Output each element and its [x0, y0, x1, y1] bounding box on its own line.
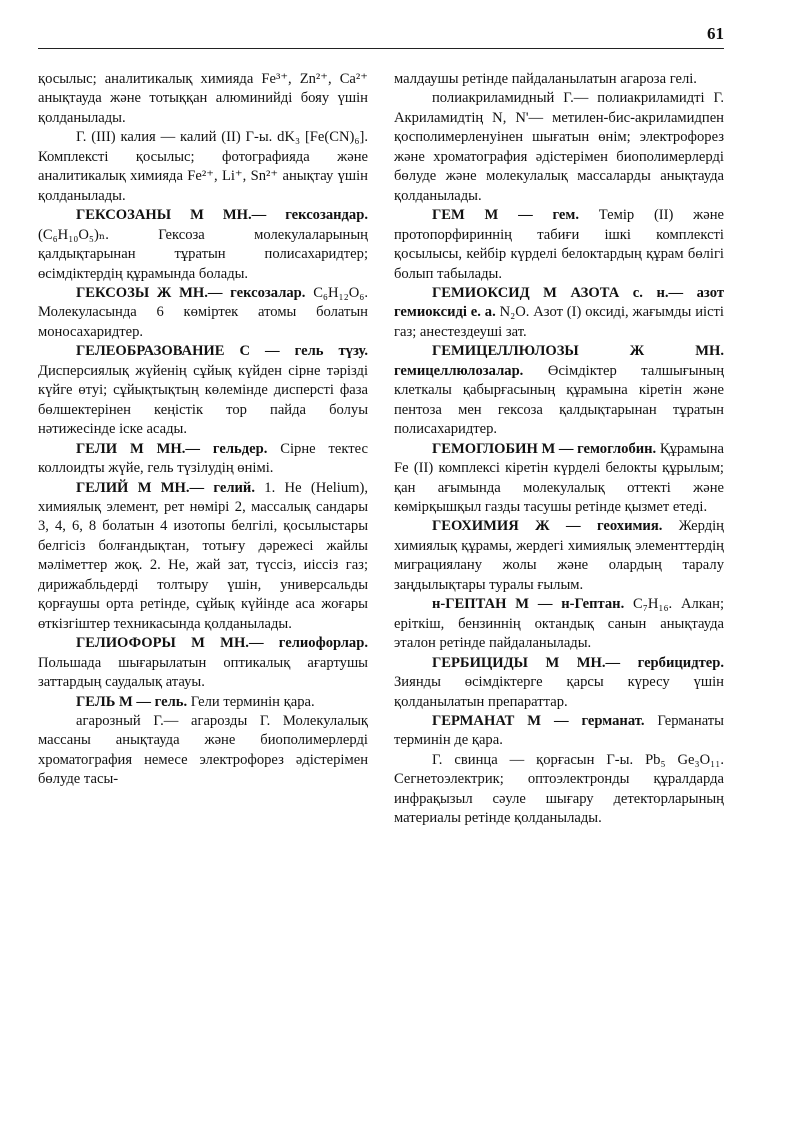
left-column [38, 70, 368, 790]
entry-text: малдаушы ретінде пайдаланылатын агароза гелі. [394, 71, 697, 87]
entry-text: Өсімдіктер талшығының клеткалы қабырғасының құрамына кіретін және пентоза мен гексоза қалдықтарынан тұратын полисахаридтер. [394, 362, 725, 438]
dictionary-entry [394, 70, 724, 89]
entry-text: Г. свинца — қорғасын Г-ы. Pb₅ Ge₃O₁₁. Сегнетоэлектрик; оптоэлектронды құралдарда инфрақызыл сәуле шығару детекторларының материалы ретінде қолданылады. [394, 751, 724, 827]
entry-text: (C₆H₁₀O₅)ₙ. Гексоза молекулаларының қалдықтарынан тұратын полисахаридтер; өсімдіктердің құрамында болады. [38, 226, 368, 282]
entry-headword: ГЕКСОЗАНЫ М МН.— гексозандар. [76, 207, 368, 224]
entry-text: Польшада шығарылатын оптикалық ағартушы заттардың саудалық атауы. [38, 654, 368, 691]
entry-text: Гели терминін қара. [190, 693, 315, 710]
entry-headword: ГЕОХИМИЯ Ж — геохимия. [432, 518, 679, 535]
entry-headword: ГЕРБИЦИДЫ М МН.— гербицидтер. [432, 654, 724, 671]
dictionary-entry [38, 634, 368, 692]
entry-text: полиакриламидный Г.— полиакриламидті Г. Акриламидтің N, N'— метилен-бис-акриламидпен қосполимерленуінен шығатын өнім; электрофорез және хроматография әдістерімен биополимерлерді бөлуде және молекулалық массаларды анықтауда қолданылады. [394, 90, 724, 204]
dictionary-entry [394, 89, 724, 206]
dictionary-entry [394, 206, 724, 284]
dictionary-entry [394, 751, 724, 829]
page-number: 61 [707, 24, 724, 43]
entry-headword: ГЕРМАНАТ М — германат. [432, 712, 658, 729]
entry-text: Құрамына Fe (II) комплексі кіретін күрделі белокты құрылым; қан ағымында молекулалық оттекті және көмірқышқыл газды тасушы ретінде қызмет етеді. [394, 440, 724, 515]
dictionary-entry [38, 206, 368, 284]
entry-text: Темір (II) және протопорфириннің табиғи ішкі комплексті қосылысы, кейбір күрделі белоктардың құрам бөлігі болып табылады. [394, 207, 724, 282]
dictionary-entry [394, 712, 724, 751]
entry-text: 1. Не (Helium), химиялық элемент, рет нөмірі 2, массалық сандары 3, 4, 6, 8 болатын 4 изотопы белгілі, қосылыстары белгісіз болғандықтан, тотығу дәрежесі жайлы мәліметтер жоқ. 2. Не, жай зат, түссіз, иіссіз газ; дирижабльдерді толтыру үшін, универсальды қорғаушы орта ретінде, сұйық күйінде аса жоғары өткізгіштер техникасында қолданылады. [38, 479, 368, 632]
entry-text: Жердің химиялық құрамы, жердегі химиялық элементтердің миграциялану жолы және олардың таралу заңдылықтары туралы ғылым. [394, 518, 724, 593]
entry-headword: ГЕМИЦЕЛЛЮЛОЗЫ Ж МН. гемицеллюлозалар. [394, 343, 724, 379]
entry-text: Дисперсиялық жүйенің сұйық күйден сірне тәрізді күйге өтуі; сұйықтықтың көлемінде дисперсті фаза бөлшектерінен кеңістік тор пайда болуы нәтижесінде іске асады. [38, 362, 368, 438]
header-rule [38, 48, 724, 49]
dictionary-entry [38, 284, 368, 342]
dictionary-entry [38, 128, 368, 206]
entry-text: Германаты терминін де қара. [394, 712, 724, 749]
dictionary-entry [38, 70, 368, 128]
entry-headword: ГЕМ М — гем. [432, 207, 599, 224]
entry-text: C₇H₁₆. Алкан; еріткіш, бензиннің октандық санын анықтауда эталон ретінде пайдаланылады. [394, 596, 725, 652]
dictionary-entry [394, 517, 724, 595]
right-column [394, 70, 724, 829]
dictionary-entry [38, 342, 368, 439]
dictionary-entry [394, 440, 724, 518]
entry-headword: ГЕЛИЙ М МН.— гелий. [76, 479, 265, 496]
entry-headword: ГЕЛИ М МН.— гельдер. [76, 440, 281, 457]
entry-headword: ГЕМИОКСИД М АЗОТА с. н.— азот гемиоксиді е. а. [394, 284, 724, 321]
entry-text: Зиянды өсімдіктерге қарсы күресу үшін қолданылатын препараттар. [394, 674, 724, 710]
dictionary-entry [38, 693, 368, 712]
entry-text: N₂O. Азот (I) оксиді, жағымды иісті газ; анестездеуші зат. [394, 304, 724, 340]
entry-headword: ГЕЛЬ М — гель. [76, 693, 191, 710]
dictionary-entry [38, 712, 368, 790]
entry-headword: ГЕЛИОФОРЫ М МН.— гелиофорлар. [76, 635, 368, 652]
entry-text: қосылыс; аналитикалық химияда Fe³⁺, Zn²⁺, Ca²⁺ анықтауда және тотыққан алюминийді бояу үшін қолданылады. [38, 71, 368, 126]
dictionary-entry [38, 440, 368, 479]
dictionary-entry [38, 479, 368, 635]
entry-text: Г. (III) калия — калий (II) Г-ы. dK₃ [Fe(CN)₆]. Комплексті қосылыс; фотографияда және аналитикалық химияда Fe²⁺, Li⁺, Sn²⁺ анықтау үшін қолданылады. [38, 129, 368, 204]
entry-text: C₆H₁₂O₆. Молекуласында 6 көміртек атомы болатын моносахаридтер. [38, 284, 368, 340]
dictionary-entry [394, 595, 724, 653]
dictionary-entry [394, 284, 724, 342]
entry-headword: ГЕКСОЗЫ Ж МН.— гексозалар. [76, 284, 314, 301]
entry-headword: ГЕМОГЛОБИН М — гемоглобин. [432, 440, 660, 457]
dictionary-entry [394, 654, 724, 712]
entry-headword: ГЕЛЕОБРАЗОВАНИЕ С — гель түзу. [76, 343, 368, 360]
dictionary-entry [394, 342, 724, 439]
entry-text: агарозный Г.— агарозды Г. Молекулалық массаны анықтауда және биополимерлерді хроматография немесе электрофорез әдістерімен бөлуде тасы- [38, 712, 368, 788]
entry-text: Сірне тектес коллоидты жүйе, гель түзілудің өнімі. [38, 440, 368, 477]
entry-headword: н-ГЕПТАН М — н-Гептан. [432, 596, 634, 613]
